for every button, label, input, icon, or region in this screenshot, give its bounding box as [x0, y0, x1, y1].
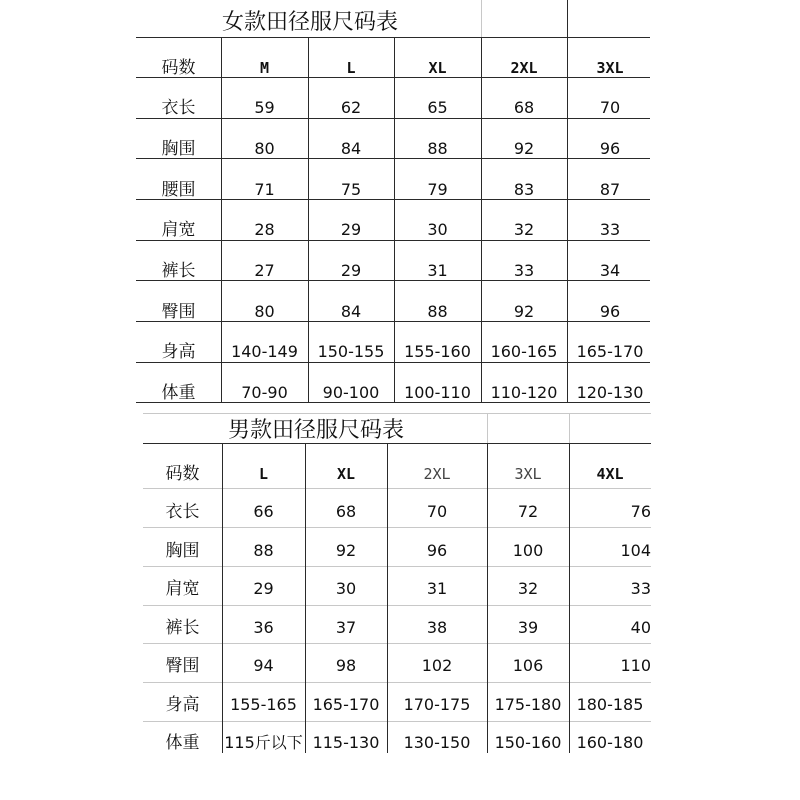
women-cell: 83 [513, 180, 535, 199]
men-cell: 76 [630, 502, 651, 521]
men-cell: 66 [253, 502, 274, 521]
women-cell: 96 [599, 302, 621, 321]
men-cell: 102 [421, 656, 453, 675]
men-cell: 92 [335, 541, 357, 560]
men-cell: 104 [620, 541, 651, 560]
men-cell: 180-185 [576, 695, 644, 714]
men-cell: 130-150 [403, 733, 471, 752]
women-cell: 92 [513, 302, 535, 321]
men-cell: 115-130 [312, 733, 380, 752]
women-row-label: 身高 [161, 342, 196, 362]
women-cell: 59 [254, 98, 275, 117]
women-size-m: M [259, 59, 270, 77]
women-cell: 33 [599, 220, 621, 239]
women-cell: 96 [599, 139, 621, 158]
women-cell: 31 [427, 261, 448, 280]
men-table-title: 男款田径服尺码表 [228, 418, 405, 443]
men-cell: 155-165 [230, 695, 297, 714]
men-cell: 68 [335, 502, 357, 521]
men-cell: 70 [426, 502, 448, 521]
women-cell: 84 [340, 139, 362, 158]
men-cell: 94 [253, 656, 274, 675]
women-size-2xl: 2XL [510, 59, 538, 77]
men-cell: 100 [512, 541, 544, 560]
men-cell: 175-180 [494, 695, 562, 714]
women-cell: 70-90 [241, 383, 288, 402]
women-cell: 34 [599, 261, 621, 280]
women-row-label: 体重 [161, 383, 196, 403]
women-cell: 110-120 [490, 383, 558, 402]
women-cell: 165-170 [576, 342, 644, 361]
women-cell: 27 [254, 261, 275, 280]
men-size-2xl: 2XL [423, 465, 451, 483]
women-cell: 79 [427, 180, 448, 199]
men-row-label: 衣长 [165, 502, 200, 522]
men-cell: 170-175 [403, 695, 471, 714]
men-cell: 150-160 [494, 733, 562, 752]
women-cell: 32 [513, 220, 535, 239]
men-cell: 31 [426, 579, 448, 598]
women-cell: 29 [340, 220, 362, 239]
women-cell: 70 [599, 98, 621, 117]
women-cell: 120-130 [576, 383, 644, 402]
men-cell: 96 [426, 541, 448, 560]
men-cell: 30 [335, 579, 357, 598]
women-cell: 150-155 [317, 342, 385, 361]
women-size-l: L [346, 59, 356, 77]
men-row-label: 臀围 [165, 656, 200, 676]
men-cell: 72 [517, 502, 539, 521]
men-cell: 98 [335, 656, 357, 675]
men-cell: 110 [620, 656, 651, 675]
men-header-label: 码数 [165, 464, 200, 484]
women-cell: 92 [513, 139, 535, 158]
women-cell: 100-110 [404, 383, 471, 402]
men-size-xl: XL [336, 465, 356, 483]
women-size-3xl: 3XL [596, 59, 624, 77]
men-cell: 37 [335, 618, 357, 637]
women-size-xl: XL [428, 59, 447, 77]
men-row-label: 身高 [165, 695, 200, 715]
women-row-label: 裤长 [161, 261, 196, 281]
women-cell: 160-165 [490, 342, 558, 361]
women-cell: 87 [599, 180, 621, 199]
women-row-label: 衣长 [161, 98, 196, 118]
men-row-label: 体重 [165, 733, 200, 753]
women-row-label: 肩宽 [161, 220, 196, 240]
men-cell: 32 [517, 579, 539, 598]
women-cell: 30 [427, 220, 448, 239]
women-cell: 75 [340, 180, 362, 199]
women-cell: 90-100 [322, 383, 380, 402]
women-cell: 33 [513, 261, 535, 280]
men-cell: 36 [253, 618, 274, 637]
men-cell: 33 [630, 579, 651, 598]
women-row-label: 胸围 [161, 139, 196, 159]
men-cell: 39 [517, 618, 539, 637]
women-cell: 88 [427, 302, 448, 321]
men-cell: 29 [253, 579, 274, 598]
women-cell: 65 [427, 98, 448, 117]
women-cell: 80 [254, 139, 275, 158]
women-cell: 155-160 [404, 342, 471, 361]
women-cell: 80 [254, 302, 275, 321]
men-row-label: 胸围 [165, 541, 200, 561]
men-cell: 106 [512, 656, 544, 675]
women-header-label: 码数 [161, 58, 196, 78]
men-size-l: L [258, 465, 269, 483]
men-cell: 115斤以下 [224, 733, 303, 752]
men-cell: 40 [630, 618, 651, 637]
women-cell: 84 [340, 302, 362, 321]
men-row-label: 肩宽 [165, 579, 200, 599]
women-row-label: 臀围 [161, 302, 196, 322]
women-row-label: 腰围 [161, 180, 196, 200]
women-cell: 71 [254, 180, 275, 199]
women-cell: 140-149 [231, 342, 298, 361]
women-cell: 68 [513, 98, 535, 117]
men-row-label: 裤长 [165, 618, 200, 638]
women-cell: 88 [427, 139, 448, 158]
women-table-title: 女款田径服尺码表 [222, 10, 399, 35]
men-cell: 165-170 [312, 695, 380, 714]
women-cell: 28 [254, 220, 275, 239]
men-size-3xl: 3XL [514, 465, 542, 483]
women-cell: 29 [340, 261, 362, 280]
men-size-4xl: 4XL [596, 465, 624, 483]
women-cell: 62 [340, 98, 362, 117]
men-cell: 160-180 [576, 733, 644, 752]
men-cell: 38 [426, 618, 448, 637]
men-cell: 88 [253, 541, 274, 560]
